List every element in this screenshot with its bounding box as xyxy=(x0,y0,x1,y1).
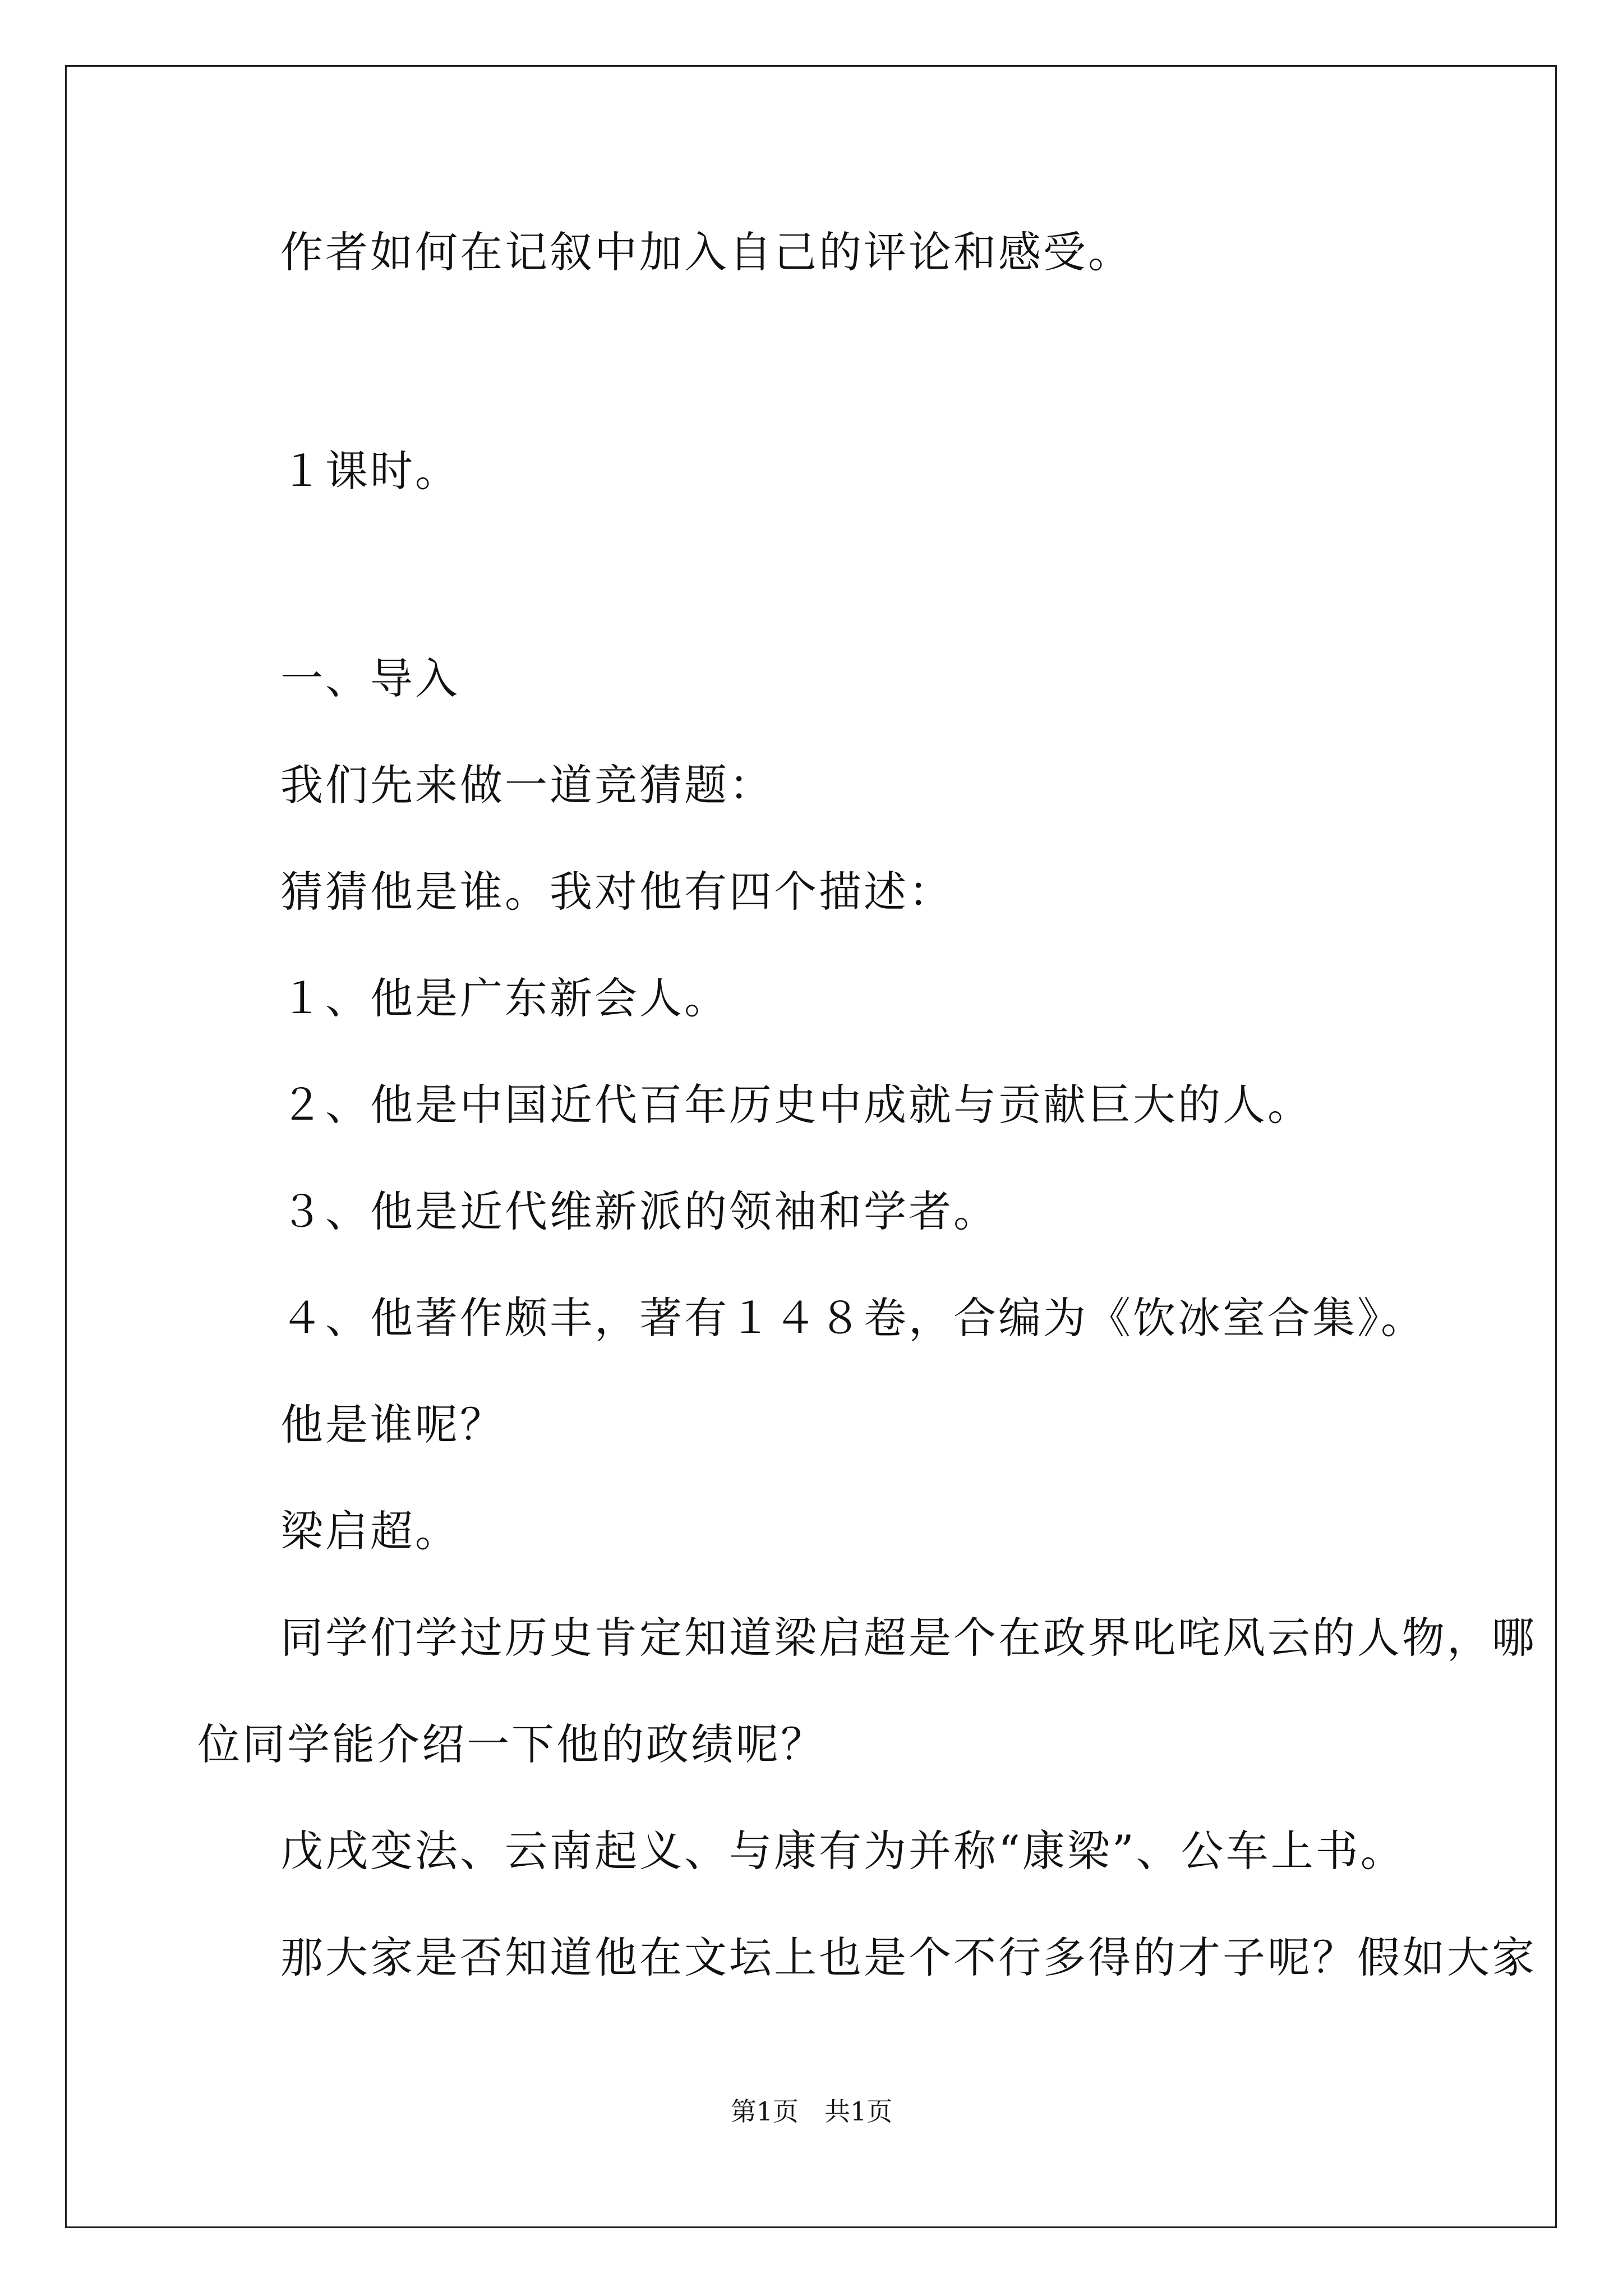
paragraph-line-7: 同学们学过历史肯定知道梁启超是个在政界叱咤风云的人物，哪 xyxy=(280,1613,1537,1663)
paragraph-line-9: 那大家是否知道他在文坛上也是个不行多得的才子呢？假如大家 xyxy=(280,1932,1537,1982)
paragraph-line-4: 猜猜他是谁。我对他有四个描述： xyxy=(280,867,953,917)
paragraph-line-5: 他是谁呢？ xyxy=(280,1400,505,1450)
paragraph-line-2: １课时。 xyxy=(280,446,460,496)
page-footer: 第1页 共1页 xyxy=(730,2096,893,2127)
list-item-3: ３、他是近代维新派的领袖和学者。 xyxy=(280,1186,998,1236)
paragraph-line-3: 我们先来做一道竞猜题： xyxy=(280,760,774,810)
paragraph-line-6: 梁启超。 xyxy=(280,1506,460,1556)
paragraph-line-1: 作者如何在记叙中加入自己的评论和感受。 xyxy=(280,227,1133,277)
paragraph-line-7-continued: 位同学能介绍一下他的政绩呢？ xyxy=(197,1719,826,1769)
paragraph-line-8: 戊戌变法、云南起义、与康有为并称“康梁”、公车上书。 xyxy=(280,1826,1405,1876)
section-heading-intro: 一、导入 xyxy=(280,654,460,703)
list-item-2: ２、他是中国近代百年历史中成就与贡献巨大的人。 xyxy=(280,1080,1312,1130)
list-item-1: １、他是广东新会人。 xyxy=(280,973,729,1023)
list-item-4: ４、他著作颇丰，著有１４８卷，合编为《饮冰室合集》。 xyxy=(280,1293,1426,1343)
